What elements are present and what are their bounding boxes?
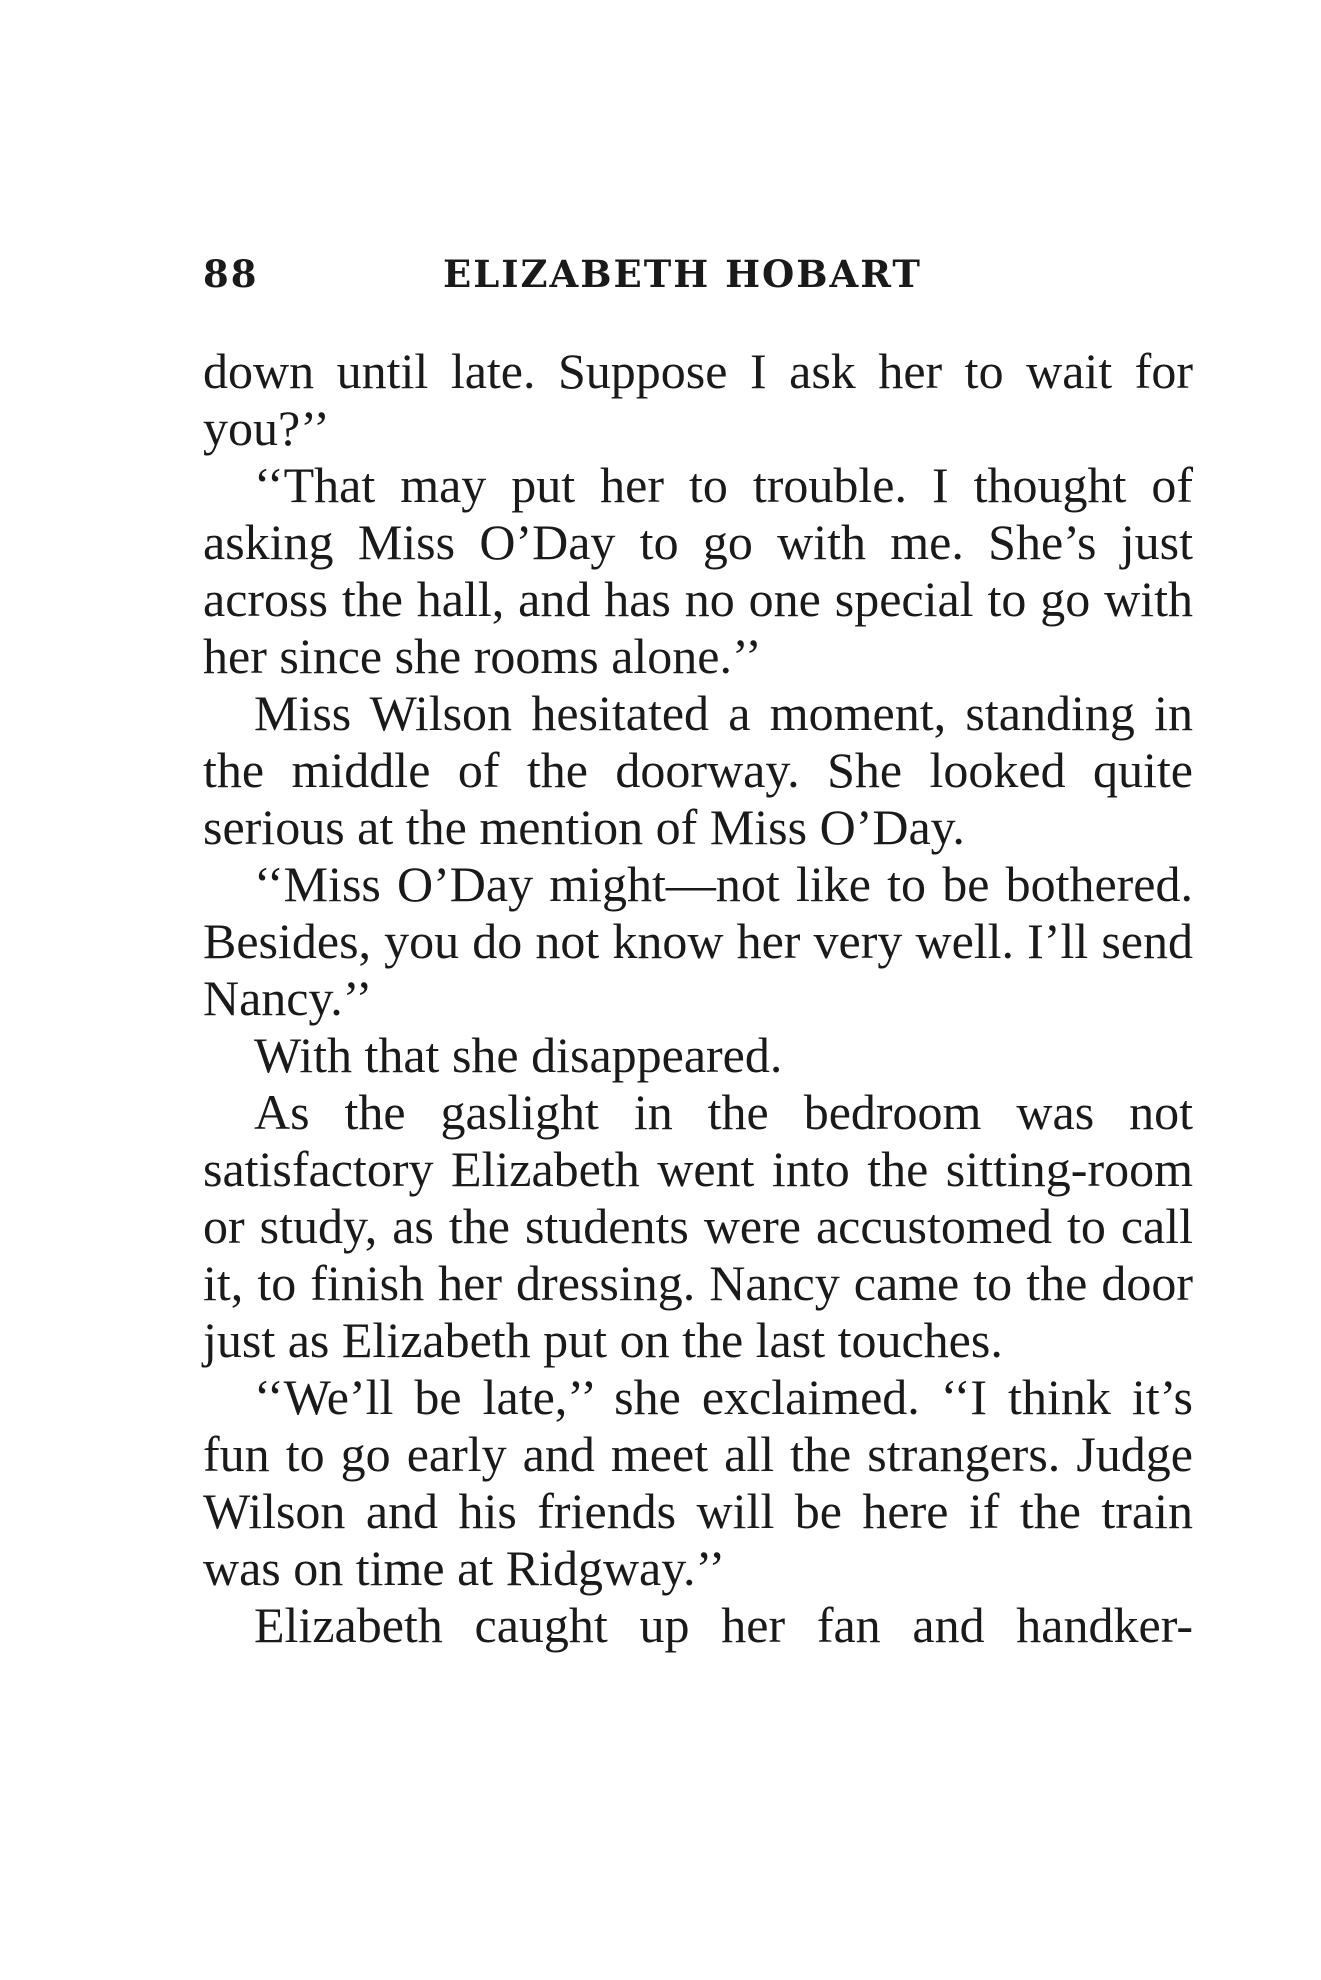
paragraph: Elizabeth caught up her fan and handker-	[254, 1597, 1193, 1653]
paragraph: With that she disappeared.	[254, 1027, 783, 1083]
body-text	[203, 343, 1193, 1654]
running-title: ELIZABETH HOBART	[443, 252, 922, 296]
paragraph: ‘‘Miss O’Day might—not like to be bothered. Besides, you do not know her very well. I’ll send Nancy.’’	[203, 856, 1193, 1026]
page-number: 88	[203, 252, 259, 296]
page-header	[203, 252, 1193, 302]
paragraph: down until late. Suppose I ask her to wait for you?’’	[203, 343, 1193, 456]
paragraph: ‘‘That may put her to trouble. I thought of asking Miss O’Day to go with me. She’s just across the hall, and has no one special to go with her since she rooms alone.’’	[203, 457, 1193, 684]
paragraph: Miss Wilson hesitated a moment, standing in the middle of the doorway. She looked quite serious at the mention of Miss O’Day.	[203, 685, 1193, 855]
paragraph: As the gaslight in the bedroom was not satisfactory Elizabeth went into the sitting-room or study, as the students were accustomed to call it, to finish her dressing. Nancy came to the door just as Elizabeth put on the last touches.	[203, 1084, 1193, 1368]
paragraph: ‘‘We’ll be late,’’ she exclaimed. ‘‘I think it’s fun to go early and meet all the strangers. Judge Wilson and his friends will be here if the train was on time at Ridgway.’’	[203, 1369, 1193, 1596]
